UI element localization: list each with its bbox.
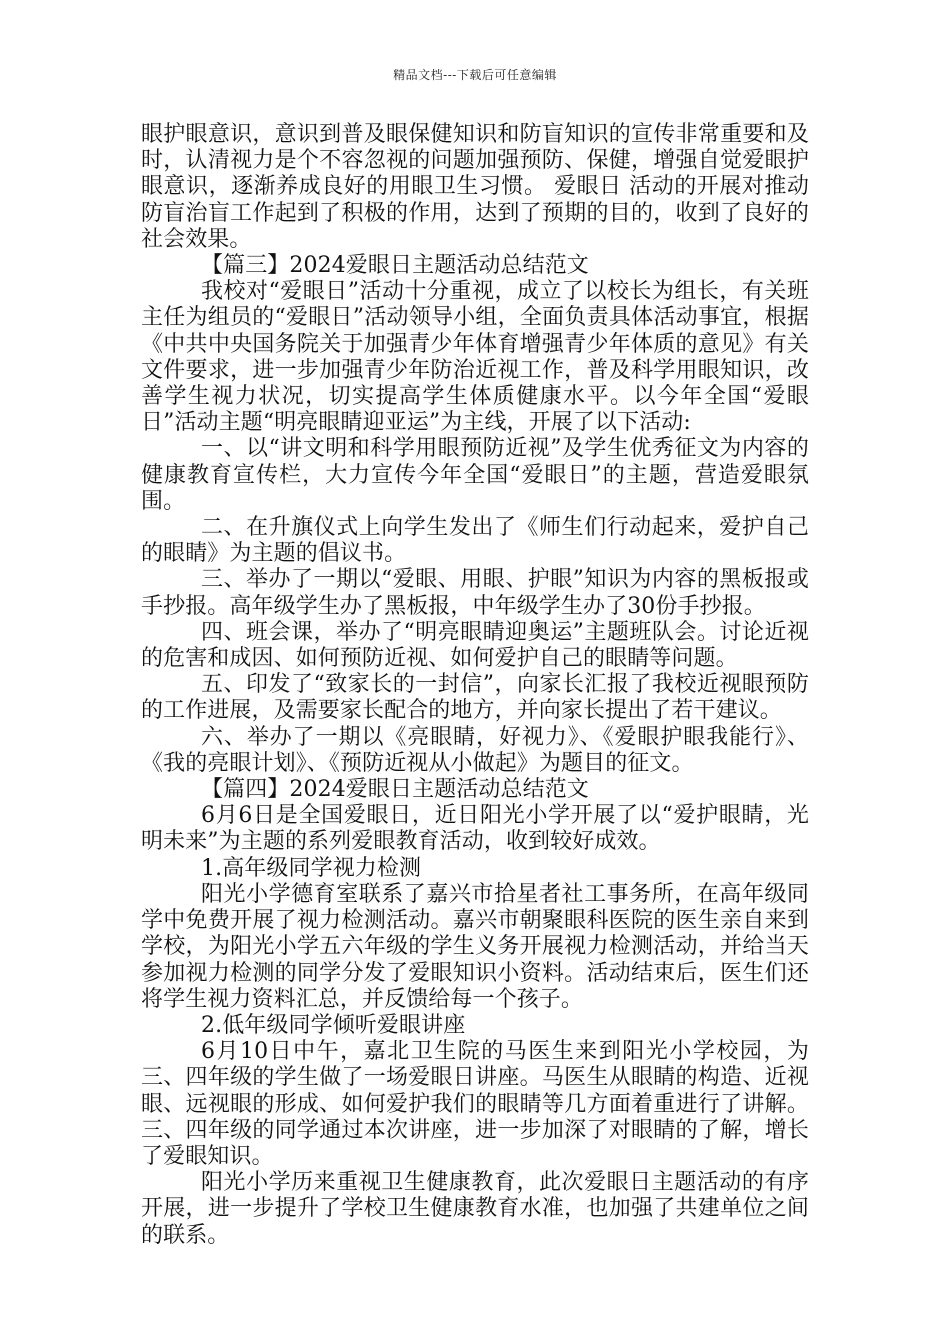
paragraph: 阳光小学历来重视卫生健康教育，此次爱眼日主题活动的有序开展，进一步提升了学校卫生健康教育水准，也加强了共建单位之间的联系。	[141, 1170, 809, 1248]
list-item: 二、在升旗仪式上向学生发出了《师生们行动起来，爱护自己的眼睛》为主题的倡议书。	[141, 515, 809, 567]
list-item: 一、以“讲文明和科学用眼预防近视”及学生优秀征文为内容的健康教育宣传栏，大力宣传今年全国“爱眼日”的主题，营造爱眼氛围。	[141, 436, 809, 514]
paragraph-continuation: 眼护眼意识，意识到普及眼保健知识和防盲知识的宣传非常重要和及时，认清视力是个不容忽视的问题加强预防、保健，增强自觉爱眼护眼意识，逐渐养成良好的用眼卫生习惯。 爱眼日 活动的开展对推动防盲治盲工作起到了积极的作用，达到了预期的目的，收到了良好的社会效果。	[141, 122, 809, 252]
paragraph: 我校对“爱眼日”活动十分重视，成立了以校长为组长，有关班主任为组员的“爱眼日”活动领导小组，全面负责具体活动事宜，根据《中共中央国务院关于加强青少年体育增强青少年体质的意见》有关文件要求，进一步加强青少年防治近视工作，普及科学用眼知识，改善学生视力状况，切实提高学生体质健康水平。以今年全国“爱眼日”活动主题“明亮眼睛迎亚运”为主线，开展了以下活动:	[141, 279, 809, 436]
subheading: 2.低年级同学倾听爱眼讲座	[201, 1012, 466, 1038]
list-item: 五、印发了“致家长的一封信”，向家长汇报了我校近视眼预防的工作进展，及需要家长配合的地方，并向家长提出了若干建议。	[141, 672, 809, 724]
list-item: 三、举办了一期以“爱眼、用眼、护眼”知识为内容的黑板报或手抄报。高年级学生办了黑板报，中年级学生办了30份手抄报。	[141, 567, 809, 619]
paragraph: 6月6日是全国爱眼日，近日阳光小学开展了以“爱护眼睛，光明未来”为主题的系列爱眼教育活动，收到较好成效。	[141, 803, 809, 855]
section-heading-part3: 【篇三】2024爱眼日主题活动总结范文	[201, 253, 589, 279]
paragraph: 阳光小学德育室联系了嘉兴市拾星者社工事务所，在高年级同学中免费开展了视力检测活动。嘉兴市朝聚眼科医院的医生亲自来到学校，为阳光小学五六年级的学生义务开展视力检测活动，并给当天参加视力检测的同学分发了爱眼知识小资料。活动结束后，医生们还将学生视力资料汇总，并反馈给每一个孩子。	[141, 881, 809, 1012]
list-item: 四、班会课，举办了“明亮眼睛迎奥运”主题班队会。讨论近视的危害和成因、如何预防近视、如何爱护自己的眼睛等问题。	[141, 619, 809, 672]
subheading: 1.高年级同学视力检测	[201, 855, 422, 881]
list-item: 六、举办了一期以《亮眼睛，好视力》、《爱眼护眼我能行》、《我的亮眼计划》、《预防近视从小做起》为题目的征文。	[141, 724, 809, 776]
section-heading-part4: 【篇四】2024爱眼日主题活动总结范文	[201, 777, 589, 803]
paragraph: 6月10日中午，嘉北卫生院的马医生来到阳光小学校园，为三、四年级的学生做了一场爱眼日讲座。马医生从眼睛的构造、近视眼、远视眼的形成、如何爱护我们的眼睛等几方面着重进行了讲解。三、四年级的同学通过本次讲座，进一步加深了对眼睛的了解，增长了爱眼知识。	[141, 1039, 809, 1169]
page-header: 精品文档---下载后可任意编辑	[393, 68, 557, 82]
document-body	[141, 122, 809, 1249]
